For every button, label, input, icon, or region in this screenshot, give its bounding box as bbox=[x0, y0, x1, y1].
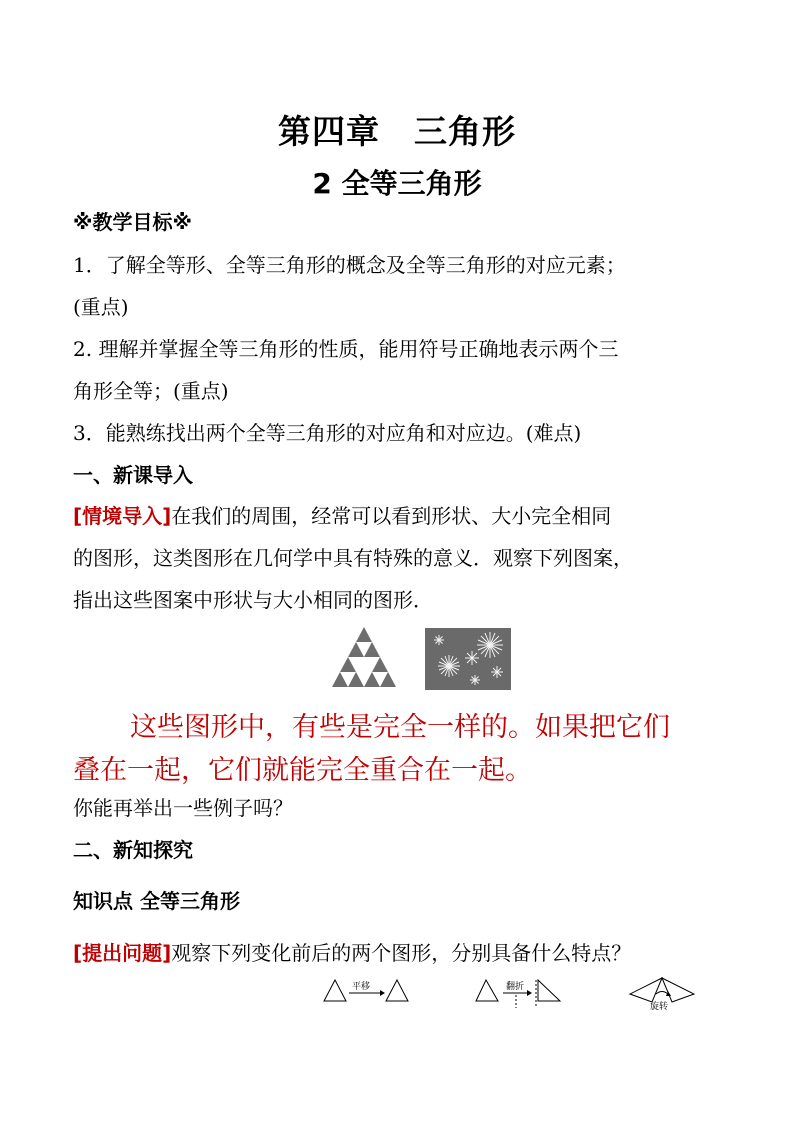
flip-label: 翻折 bbox=[506, 982, 525, 992]
objective-3: 3．能熟练找出两个全等三角形的对应角和对应边。(难点) bbox=[73, 421, 582, 445]
scenario-line-3: 指出这些图案中形状与大小相同的图形． bbox=[73, 588, 433, 612]
sierpinski-triangle-image bbox=[330, 625, 398, 689]
chapter-title: 第四章 三角形 bbox=[278, 112, 516, 151]
translate-label: 平移 bbox=[352, 982, 371, 992]
scenario-tag: [情境导入] bbox=[73, 504, 172, 528]
objectives-heading: ※教学目标※ bbox=[73, 210, 192, 234]
objective-1-line-1: 1．了解全等形、全等三角形的概念及全等三角形的对应元素； bbox=[73, 253, 626, 277]
red-line-2: 叠在一起，它们就能完全重合在一起。 bbox=[73, 755, 532, 786]
part1-heading: 一、新课导入 bbox=[73, 463, 193, 487]
knowledge-heading: 知识点 全等三角形 bbox=[73, 889, 240, 913]
scenario-line-2: 的图形，这类图形在几何学中具有特殊的意义．观察下列图案， bbox=[73, 546, 633, 570]
flip-figure bbox=[474, 976, 564, 1010]
rotate-label: 旋转 bbox=[650, 1002, 669, 1012]
objective-2-line-1: 2. 理解并掌握全等三角形的性质，能用符号正确地表示两个三 bbox=[73, 337, 619, 361]
raise-question-line bbox=[73, 937, 631, 966]
red-line-1: 这些图形中，有些是完全一样的。如果把它们 bbox=[130, 712, 670, 743]
flower-pattern-image bbox=[425, 628, 511, 690]
raise-text: 观察下列变化前后的两个图形，分别具备什么特点？ bbox=[171, 941, 632, 965]
scenario-text: 在我们的周围，经常可以看到形状、大小完全相同 bbox=[171, 504, 612, 528]
objective-1-line-2: (重点) bbox=[73, 295, 129, 319]
section-title: 2 全等三角形 bbox=[312, 167, 482, 200]
part2-heading: 二、新知探究 bbox=[73, 838, 193, 862]
translation-figure bbox=[322, 976, 412, 1004]
rotation-figure bbox=[626, 972, 698, 1012]
raise-tag: [提出问题] bbox=[73, 941, 172, 965]
objective-2-line-2: 角形全等；(重点) bbox=[73, 379, 229, 403]
scenario-line-1 bbox=[73, 500, 611, 529]
question-text: 你能再举出一些例子吗？ bbox=[73, 796, 293, 820]
